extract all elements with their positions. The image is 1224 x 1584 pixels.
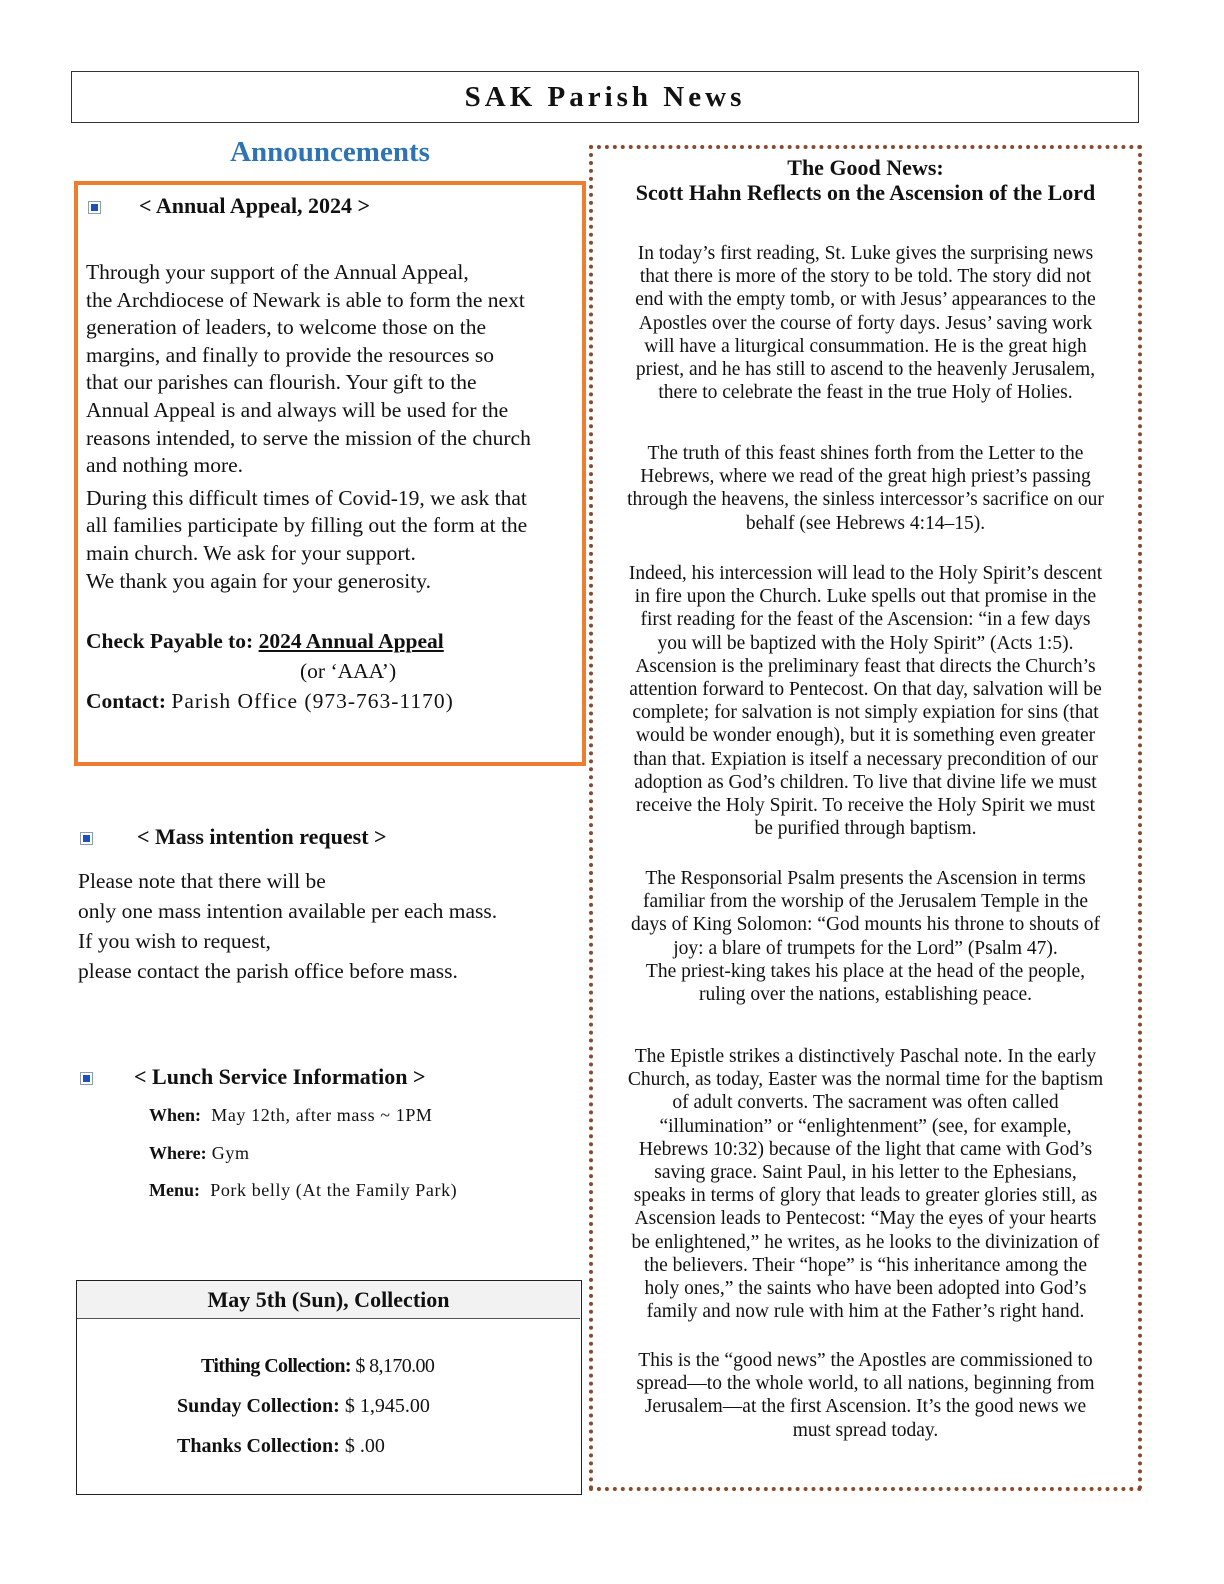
news-line: speaks in terms of glory that leads to greater glories still, as bbox=[633, 1185, 1098, 1207]
news-line: receive the Holy Spirit. To receive the Holy Spirit we must bbox=[635, 795, 1096, 817]
news-line: that there is more of the story to be told. The story did not bbox=[639, 266, 1092, 288]
lunch-when bbox=[149, 1105, 433, 1126]
appeal-line: reasons intended, to serve the mission of the church bbox=[86, 425, 531, 450]
news-line: priest, and he has still to ascend to the heavenly Jerusalem, bbox=[635, 359, 1096, 381]
sunday-collection-value: $ 1,945.00 bbox=[344, 1395, 430, 1417]
lunch-menu-label: Menu: bbox=[149, 1180, 200, 1200]
news-line: will have a liturgical consummation. He is the great high bbox=[644, 335, 1087, 357]
thanks-collection-label: Thanks Collection: bbox=[177, 1435, 340, 1457]
mass-line: only one mass intention available per each mass. bbox=[78, 899, 498, 923]
appeal-line: all families participate by filling out the form at the bbox=[86, 513, 528, 538]
check-payable-value: 2024 Annual Appeal bbox=[258, 629, 444, 653]
annual-appeal-box bbox=[74, 181, 586, 766]
lunch-where-label: Where: bbox=[149, 1143, 207, 1163]
news-line: In today’s first reading, St. Luke gives the surprising news bbox=[637, 243, 1094, 264]
lunch-where-value: Gym bbox=[211, 1143, 250, 1163]
collection-box bbox=[76, 1280, 582, 1495]
lunch-when-value: May 12th, after mass ~ 1PM bbox=[211, 1105, 433, 1125]
sunday-collection-label: Sunday Collection: bbox=[177, 1395, 340, 1417]
news-line: be purified through baptism. bbox=[754, 818, 977, 840]
annual-appeal-heading bbox=[88, 193, 370, 219]
newsletter-header bbox=[71, 71, 1139, 123]
contact-line bbox=[86, 689, 454, 714]
check-payable-alt: (or ‘AAA’) bbox=[300, 659, 397, 683]
news-line: there to celebrate the feast in the true Holy of Holies. bbox=[658, 382, 1073, 404]
news-line: The priest-king takes his place at the head of the people, bbox=[645, 960, 1086, 982]
contact-label: Contact: bbox=[86, 689, 167, 713]
good-news-paragraph bbox=[597, 442, 1134, 535]
mass-line: If you wish to request, bbox=[78, 929, 271, 953]
news-line: joy: a blare of trumpets for the Lord” (Psalm 47). bbox=[673, 937, 1058, 959]
news-line: the believers. Their “hope” is “his inheritance among the bbox=[643, 1254, 1088, 1276]
news-line: first reading for the feast of the Ascension: “in a few days bbox=[640, 609, 1091, 631]
tithing-collection-row bbox=[201, 1355, 434, 1378]
news-line: be enlightened,” he writes, as he looks to the divinization of bbox=[631, 1231, 1100, 1253]
news-line: end with the empty tomb, or with Jesus’ appearances to the bbox=[635, 289, 1096, 311]
news-line: Church, as today, Easter was the normal time for the baptism bbox=[627, 1069, 1104, 1091]
appeal-line: the Archdiocese of Newark is able to form the next bbox=[86, 287, 525, 312]
news-line: attention forward to Pentecost. On that day, salvation will be bbox=[629, 679, 1102, 701]
good-news-title-line2: Scott Hahn Reflects on the Ascension of the Lord bbox=[635, 180, 1096, 205]
news-line: Hebrews, where we read of the great high priest’s passing bbox=[640, 466, 1091, 488]
news-line: would be wonder enough), but it is something even greater bbox=[635, 725, 1096, 747]
lunch-service-heading-text: < Lunch Service Information > bbox=[134, 1064, 426, 1089]
contact-value: Parish Office (973-763-1170) bbox=[171, 689, 454, 713]
lunch-where bbox=[149, 1143, 250, 1164]
news-line: days of King Solomon: “God mounts his throne to shouts of bbox=[630, 914, 1101, 936]
news-line: in fire upon the Church. Luke spells out that promise in the bbox=[634, 586, 1097, 608]
news-line: Ascension is the preliminary feast that directs the Church’s bbox=[635, 655, 1096, 677]
appeal-line: main church. We ask for your support. bbox=[86, 540, 416, 565]
sunday-collection-row bbox=[177, 1395, 430, 1418]
news-line: must spread today. bbox=[792, 1419, 939, 1441]
checkbox-icon bbox=[80, 1072, 93, 1085]
news-line: through the heavens, the sinless intercessor’s sacrifice on our bbox=[627, 489, 1104, 511]
news-line: This is the “good news” the Apostles are commissioned to bbox=[638, 1350, 1093, 1371]
appeal-line: margins, and finally to provide the resources so bbox=[86, 342, 495, 367]
news-line: holy ones,” the saints who have been adopted into God’s bbox=[644, 1278, 1087, 1300]
news-line: Jerusalem—at the first Ascension. It’s the good news we bbox=[644, 1396, 1087, 1418]
collection-heading: May 5th (Sun), Collection bbox=[77, 1281, 580, 1319]
news-line: adoption as God’s children. To live that divine life we must bbox=[634, 771, 1097, 793]
appeal-line: Through your support of the Annual Appeal, bbox=[86, 260, 469, 284]
good-news-paragraph bbox=[597, 242, 1134, 404]
good-news-title-line1: The Good News: bbox=[787, 155, 944, 180]
tithing-collection-label: Tithing Collection: bbox=[201, 1355, 351, 1377]
news-line: Ascension leads to Pentecost: “May the eyes of your hearts bbox=[634, 1208, 1097, 1230]
good-news-paragraph bbox=[597, 1349, 1134, 1442]
lunch-service-heading bbox=[80, 1064, 426, 1090]
news-line: complete; for salvation is not simply expiation for sins (that bbox=[632, 702, 1099, 724]
news-line: The Epistle strikes a distinctively Paschal note. In the early bbox=[634, 1046, 1097, 1067]
annual-appeal-body bbox=[86, 259, 586, 595]
news-line: spread—to the whole world, to all nations, beginning from bbox=[636, 1373, 1095, 1395]
lunch-menu bbox=[149, 1180, 457, 1201]
checkbox-icon bbox=[80, 832, 93, 845]
news-line: saving grace. Saint Paul, in his letter to the Ephesians, bbox=[654, 1162, 1077, 1184]
thanks-collection-row bbox=[177, 1435, 385, 1458]
good-news-paragraph bbox=[597, 867, 1134, 1006]
mass-intention-heading bbox=[80, 824, 387, 850]
news-line: Indeed, his intercession will lead to the Holy Spirit’s descent bbox=[628, 563, 1103, 584]
thanks-collection-value: $ .00 bbox=[344, 1435, 385, 1457]
news-line: Hebrews 10:32) because of the light that came with God’s bbox=[638, 1138, 1093, 1160]
mass-intention-body bbox=[78, 866, 497, 986]
tithing-collection-value: $ 8,170.00 bbox=[355, 1355, 435, 1377]
mass-line: please contact the parish office before mass. bbox=[78, 959, 458, 983]
news-line: ruling over the nations, establishing peace. bbox=[698, 984, 1033, 1006]
annual-appeal-heading-text: < Annual Appeal, 2024 > bbox=[139, 193, 371, 218]
check-payable-line bbox=[86, 629, 444, 654]
appeal-line: During this difficult times of Covid-19, we ask that bbox=[86, 485, 527, 510]
good-news-box bbox=[589, 145, 1142, 1491]
news-line: The truth of this feast shines forth from the Letter to the bbox=[647, 443, 1084, 464]
news-line: “illumination” or “enlightenment” (see, for example, bbox=[659, 1115, 1072, 1137]
news-line: than that. Expiation is itself a necessary precondition of our bbox=[633, 748, 1098, 770]
news-line: Apostles over the course of forty days. Jesus’ saving work bbox=[638, 312, 1093, 334]
appeal-line: and nothing more. bbox=[86, 453, 244, 478]
good-news-title bbox=[593, 155, 1138, 205]
news-line: The Responsorial Psalm presents the Ascension in terms bbox=[645, 868, 1086, 889]
appeal-line: that our parishes can flourish. Your gift to the bbox=[86, 370, 477, 395]
appeal-line: generation of leaders, to welcome those on the bbox=[86, 315, 486, 340]
mass-intention-heading-text: < Mass intention request > bbox=[137, 824, 387, 849]
lunch-menu-value: Pork belly (At the Family Park) bbox=[210, 1180, 458, 1200]
news-line: of adult converts. The sacrament was often called bbox=[672, 1092, 1059, 1114]
newsletter-title: SAK Parish News bbox=[464, 80, 746, 113]
good-news-paragraph bbox=[597, 562, 1134, 840]
news-line: family and now rule with him at the Father’s right hand. bbox=[646, 1301, 1085, 1323]
checkbox-icon bbox=[88, 201, 101, 214]
news-line: behalf (see Hebrews 4:14–15). bbox=[745, 512, 986, 534]
appeal-line: We thank you again for your generosity. bbox=[86, 568, 431, 593]
appeal-line: Annual Appeal is and always will be used for the bbox=[86, 397, 509, 422]
news-line: familiar from the worship of the Jerusalem Temple in the bbox=[642, 891, 1089, 913]
announcements-title: Announcements bbox=[230, 136, 430, 168]
check-payable-label: Check Payable to: bbox=[86, 629, 254, 653]
lunch-when-label: When: bbox=[149, 1105, 202, 1125]
good-news-paragraph bbox=[597, 1045, 1134, 1323]
mass-line: Please note that there will be bbox=[78, 869, 326, 893]
news-line: you will be baptized with the Holy Spirit” (Acts 1:5). bbox=[657, 632, 1074, 654]
